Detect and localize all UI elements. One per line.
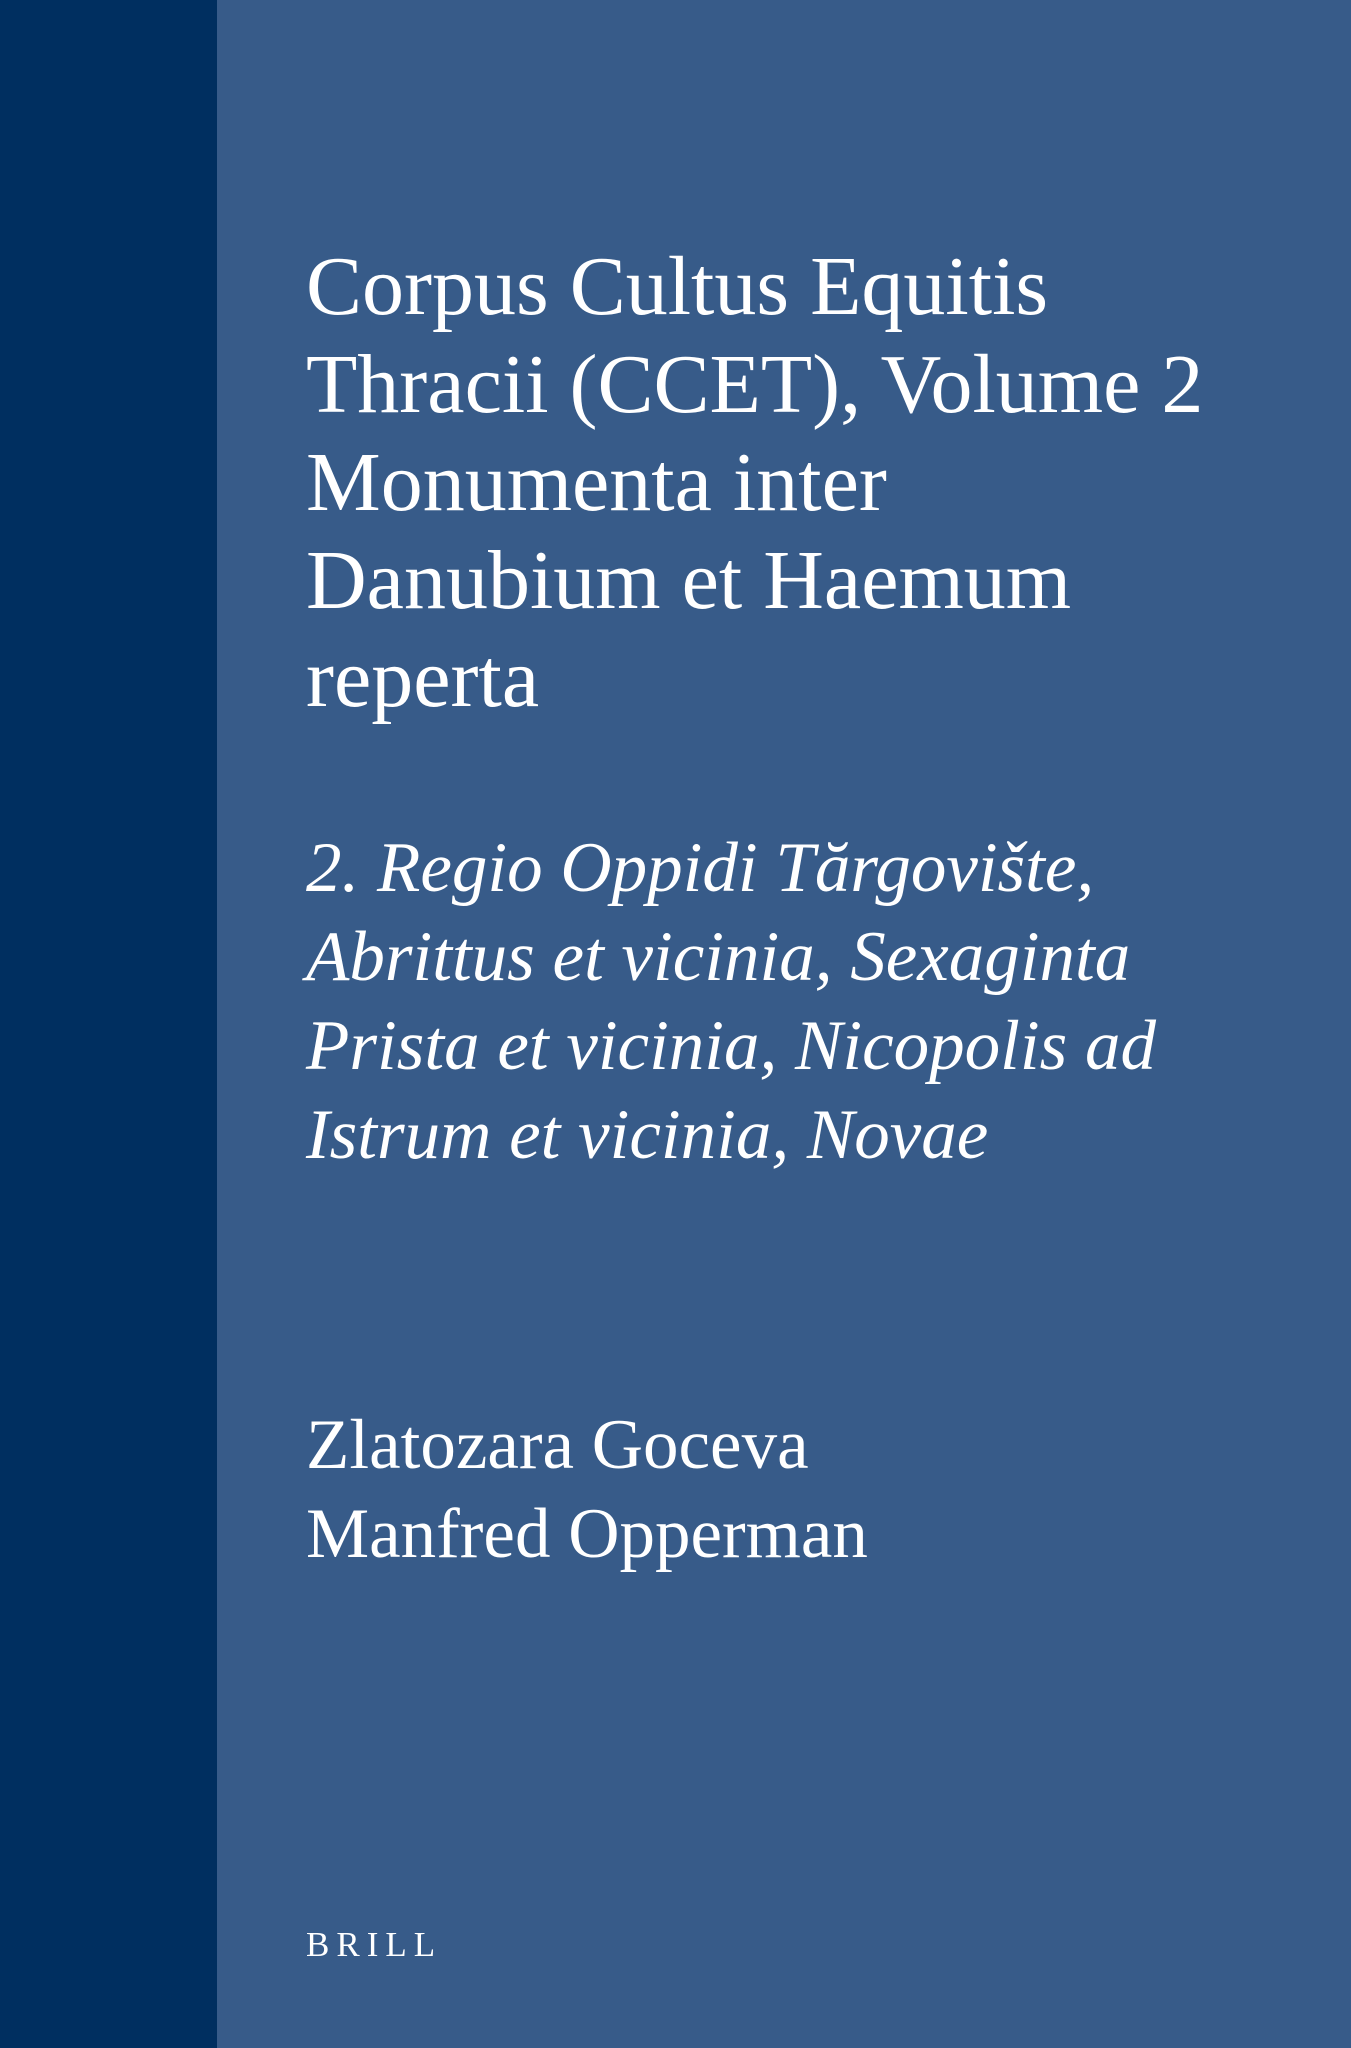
book-title: Corpus Cultus Equitis Thracii (CCET), Volume 2 Monumenta inter Danubium et Haemum reperta [306, 240, 1204, 725]
author-list [306, 1401, 1206, 1579]
publisher-logo-text: BRILL [306, 1925, 443, 1964]
book-subtitle: 2. Regio Oppidi Tărgovište, Abrittus et vicinia, Sexaginta Prista et vicinia, Nicopolis ad Istrum et vicinia, Novae [306, 829, 1156, 1174]
cover-spine-band [0, 0, 217, 2048]
author-name: Manfred Opperman [306, 1495, 868, 1573]
author-name: Zlatozara Goceva [306, 1406, 809, 1484]
